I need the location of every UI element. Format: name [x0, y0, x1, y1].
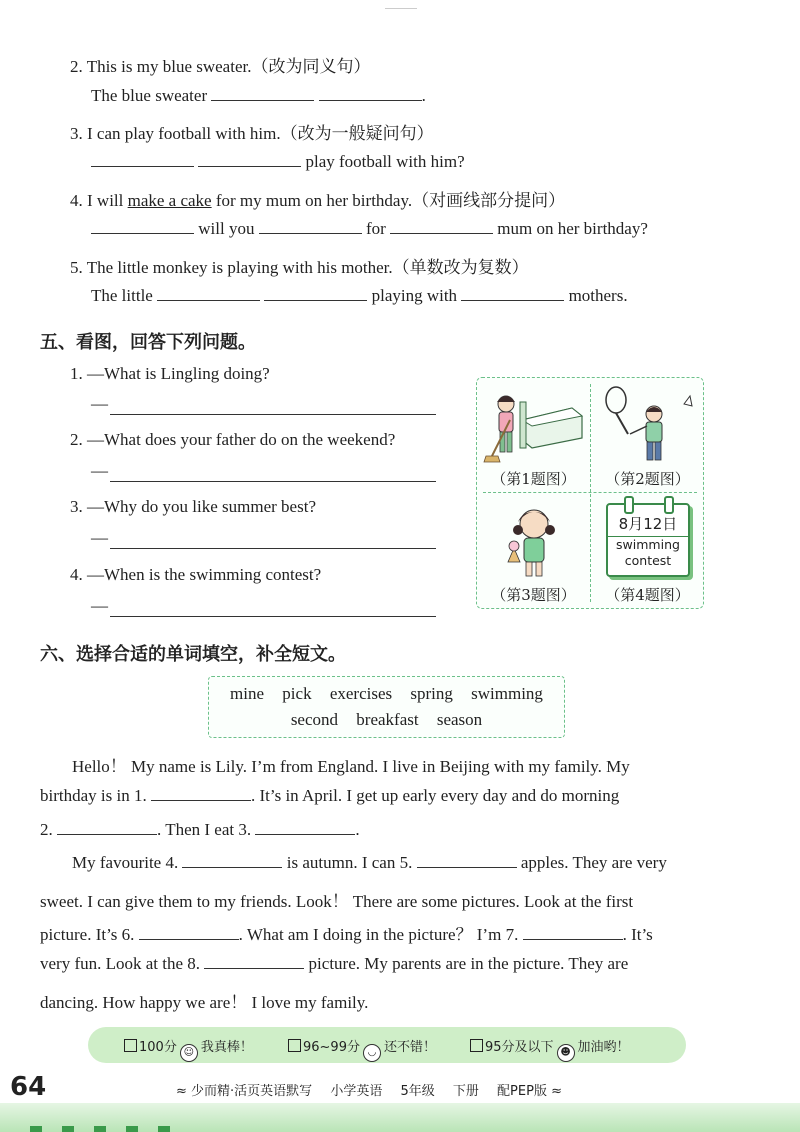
q3-prompt: 3. I can play football with him.（改为一般疑问句） [70, 124, 434, 143]
grid-divider-v [590, 384, 591, 602]
passage-line-7: very fun. Look at the 8. picture. My parents are in the picture. They are [40, 954, 629, 973]
word-second: second [290, 710, 339, 729]
caption-pic-2: （第2题图） [605, 470, 690, 488]
page-number: 64 [10, 1072, 47, 1102]
caption-pic-3: （第3题图） [491, 586, 576, 604]
q4-blank-3[interactable] [390, 219, 493, 234]
passage-line-2: birthday is in 1. . It’s in April. I get up early every day and do morning [40, 786, 620, 805]
s5-answer-line-2[interactable] [110, 481, 436, 482]
q5-blank-1[interactable] [157, 286, 260, 301]
passage-line-4: My favourite 4. is autumn. I can 5. apples. They are very [72, 853, 667, 872]
top-mark [385, 8, 417, 9]
boy-badminton-illustration [594, 382, 698, 466]
q5-blank-3[interactable] [461, 286, 564, 301]
underlined-phrase: make a cake [127, 191, 212, 210]
q4-prompt: 4. I will make a cake for my mum on her birthday.（对画线部分提问） [70, 191, 566, 210]
passage-blank-7[interactable] [523, 925, 623, 940]
passage-line-8: dancing. How happy we are！ I love my family. [40, 993, 369, 1012]
passage-blank-2[interactable] [57, 820, 157, 835]
word-mine: mine [230, 684, 265, 703]
caption-pic-4: （第4题图） [605, 586, 690, 604]
word-season: season [436, 710, 483, 729]
q3-blank-2[interactable] [198, 152, 301, 167]
passage-blank-1[interactable] [151, 786, 251, 801]
band-tick [158, 1126, 170, 1132]
footer-text: ≈ 少而精·活页英语默写 小学英语 5年级 下册 配PEP版 ≈ [176, 1084, 562, 1099]
word-swimming: swimming [471, 684, 543, 703]
girl-cleaning-illustration [480, 382, 586, 466]
q3-blank-1[interactable] [91, 152, 194, 167]
score-bar [88, 1027, 686, 1063]
s5-answer-line-3[interactable] [110, 548, 436, 549]
calendar-line-2: contest [624, 553, 672, 568]
passage-blank-3[interactable] [255, 820, 355, 835]
q2-blank-2[interactable] [319, 86, 422, 101]
calendar-ring-left [624, 496, 634, 514]
q3-answer: play football with him? [91, 152, 465, 172]
word-spring: spring [410, 684, 453, 703]
word-exercises: exercises [329, 684, 393, 703]
s5-dash-4: — [91, 596, 108, 615]
band-tick [30, 1126, 42, 1132]
s5-question-4: 4. —When is the swimming contest? [70, 565, 322, 584]
calendar-date: 8月12日 [608, 513, 688, 537]
band-tick [126, 1126, 138, 1132]
band-tick [94, 1126, 106, 1132]
s5-dash-3: — [91, 528, 108, 547]
q4-blank-1[interactable] [91, 219, 194, 234]
q5-answer: The little playing with mothers. [91, 286, 628, 305]
q4-blank-2[interactable] [259, 219, 362, 234]
q2-blank-1[interactable] [211, 86, 314, 101]
word-bank-row-1 [209, 684, 564, 704]
passage-line-1: Hello！ My name is Lily. I’m from England. I live in Beijing with my family. My [72, 757, 630, 776]
calendar-icon [606, 503, 690, 577]
grid-divider-h [483, 492, 697, 493]
q5-blank-2[interactable] [264, 286, 367, 301]
score-checkbox-2[interactable] [288, 1039, 301, 1052]
caption-pic-1: （第1题图） [491, 470, 576, 488]
q5-prompt: 5. The little monkey is playing with his mother.（单数改为复数） [70, 258, 529, 277]
cheer-face-icon: ☻ [557, 1044, 575, 1062]
calendar-line-1: swimming [616, 537, 680, 552]
word-breakfast: breakfast [356, 710, 419, 729]
q2-prompt: 2. This is my blue sweater.（改为同义句） [70, 57, 371, 76]
score-checkbox-1[interactable] [124, 1039, 137, 1052]
word-pick: pick [282, 684, 312, 703]
neutral-face-icon: ◡ [363, 1044, 381, 1062]
s5-question-3: 3. —Why do you like summer best? [70, 497, 316, 516]
passage-blank-5[interactable] [417, 853, 517, 868]
passage-blank-6[interactable] [139, 925, 239, 940]
smiley-icon: ☺ [180, 1044, 198, 1062]
word-bank [208, 676, 565, 738]
score-item-3: 95分及以下 ☻ 加油哟！ [470, 1036, 630, 1062]
passage-line-5: sweet. I can give them to my friends. Look！ There are some pictures. Look at the first [40, 892, 634, 911]
word-bank-row-2 [209, 710, 564, 730]
s5-question-2: 2. —What does your father do on the weekend? [70, 430, 396, 449]
girl-icecream-illustration [484, 500, 584, 580]
s5-question-1: 1. —What is Lingling doing? [70, 364, 270, 383]
passage-blank-8[interactable] [204, 954, 304, 969]
passage-line-6: picture. It’s 6. . What am I doing in the picture？ I’m 7. . It’s [40, 925, 653, 944]
passage-blank-4[interactable] [182, 853, 282, 868]
section6-title: 六、选择合适的单词填空，补全短文。 [40, 644, 346, 665]
q4-answer: will you for mum on her birthday? [91, 219, 648, 239]
score-item-1: 100分 ☺ 我真棒！ [124, 1036, 253, 1062]
calendar-ring-right [664, 496, 674, 514]
s5-answer-line-4[interactable] [110, 616, 436, 617]
q2-answer: The blue sweater . [91, 86, 426, 105]
s5-dash-1: — [91, 394, 108, 413]
band-tick [62, 1126, 74, 1132]
s5-dash-2: — [91, 461, 108, 480]
score-checkbox-3[interactable] [470, 1039, 483, 1052]
footer-band [0, 1103, 800, 1132]
score-item-2: 96~99分 ◡ 还不错！ [288, 1036, 436, 1062]
passage-line-3: 2. . Then I eat 3. . [40, 820, 360, 839]
section5-title: 五、看图，回答下列问题。 [40, 332, 256, 353]
s5-answer-line-1[interactable] [110, 414, 436, 415]
